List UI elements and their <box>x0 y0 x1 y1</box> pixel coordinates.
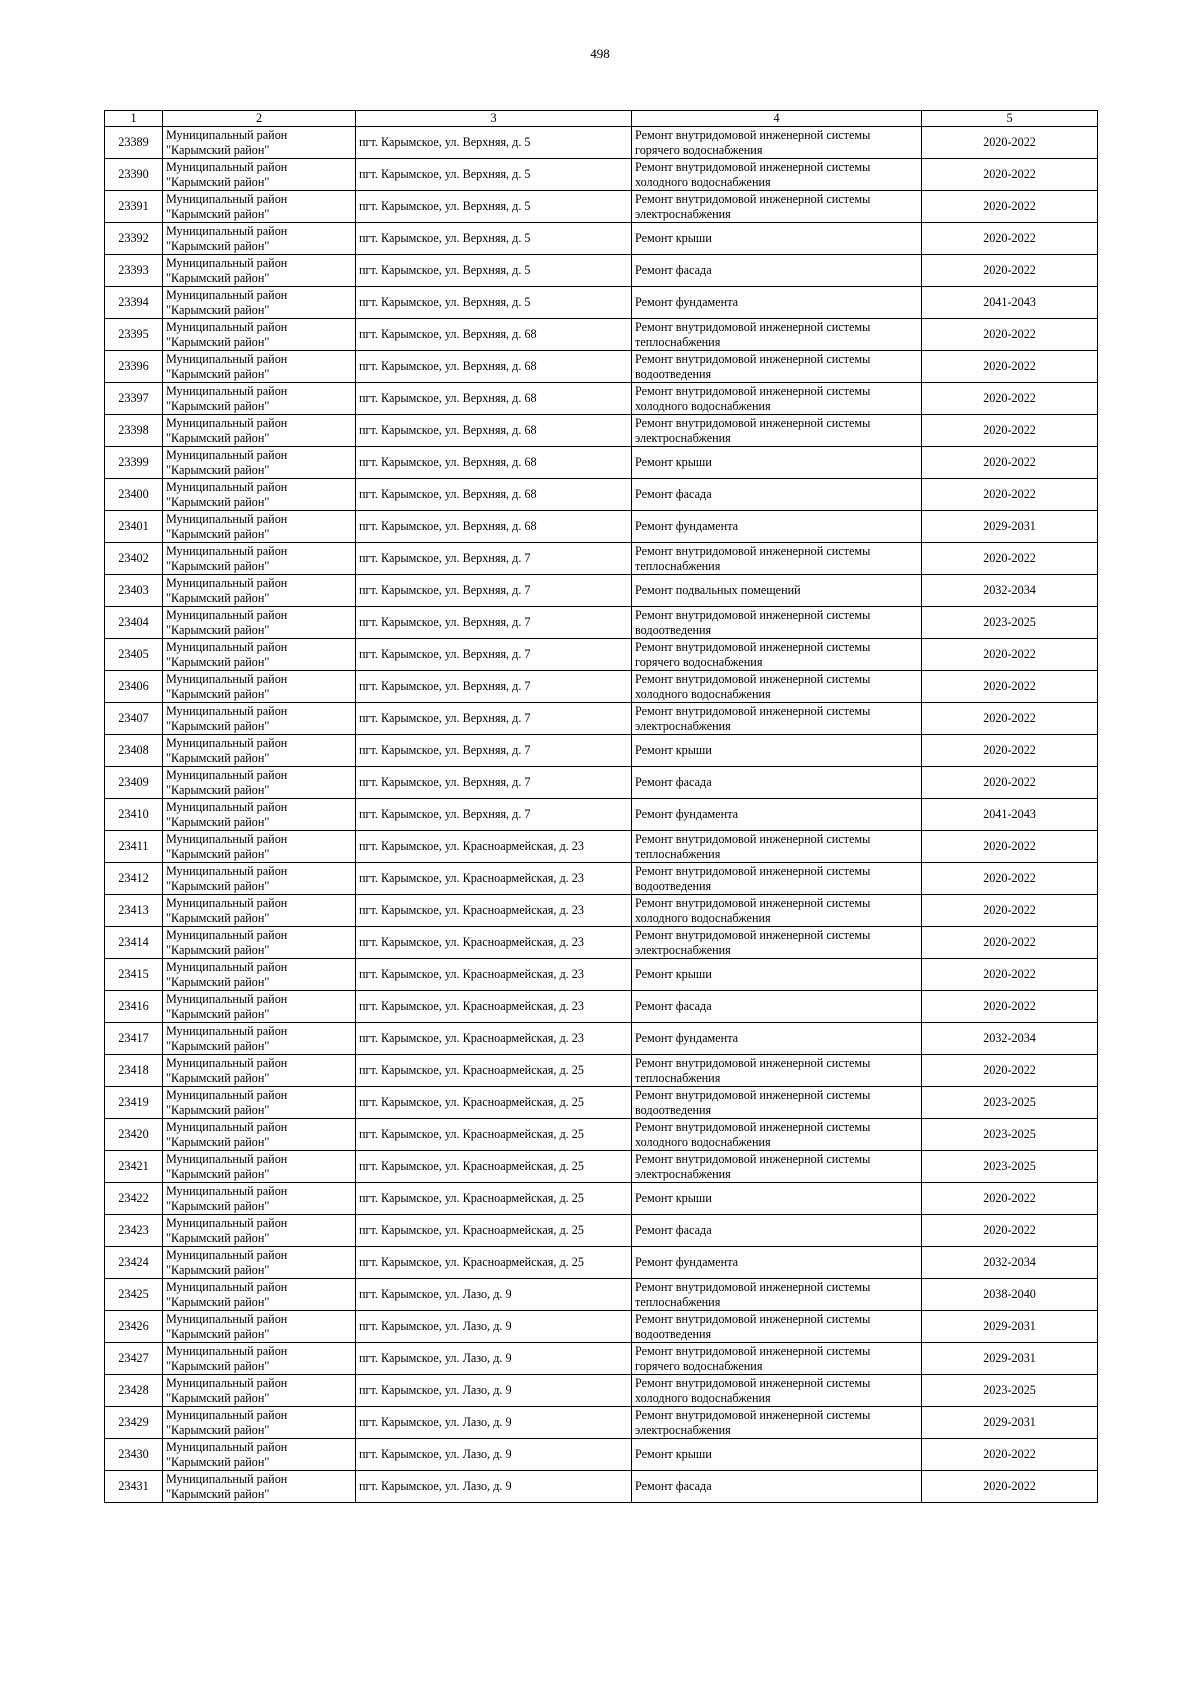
address-cell: пгт. Карымское, ул. Красноармейская, д. 25 <box>356 1151 632 1183</box>
municipality-cell: Муниципальный район "Карымский район" <box>163 1375 356 1407</box>
work-type-cell: Ремонт фасада <box>632 1215 922 1247</box>
row-number-cell: 23404 <box>105 607 163 639</box>
work-type-cell: Ремонт внутридомовой инженерной системы горячего водоснабжения <box>632 639 922 671</box>
period-cell: 2020-2022 <box>922 415 1098 447</box>
municipality-cell: Муниципальный район "Карымский район" <box>163 639 356 671</box>
address-cell: пгт. Карымское, ул. Красноармейская, д. 25 <box>356 1087 632 1119</box>
repair-schedule-table <box>104 110 1098 1503</box>
table-row <box>105 127 1098 159</box>
row-number-cell: 23411 <box>105 831 163 863</box>
table-row <box>105 1183 1098 1215</box>
work-type-cell: Ремонт крыши <box>632 1183 922 1215</box>
municipality-cell: Муниципальный район "Карымский район" <box>163 1087 356 1119</box>
table-row <box>105 1151 1098 1183</box>
period-cell: 2023-2025 <box>922 1087 1098 1119</box>
work-type-cell: Ремонт крыши <box>632 447 922 479</box>
municipality-cell: Муниципальный район "Карымский район" <box>163 255 356 287</box>
table-row <box>105 447 1098 479</box>
row-number-cell: 23412 <box>105 863 163 895</box>
work-type-cell: Ремонт крыши <box>632 735 922 767</box>
address-cell: пгт. Карымское, ул. Верхняя, д. 68 <box>356 479 632 511</box>
row-number-cell: 23423 <box>105 1215 163 1247</box>
address-cell: пгт. Карымское, ул. Верхняя, д. 68 <box>356 447 632 479</box>
table-row <box>105 1407 1098 1439</box>
period-cell: 2029-2031 <box>922 1311 1098 1343</box>
address-cell: пгт. Карымское, ул. Лазо, д. 9 <box>356 1311 632 1343</box>
work-type-cell: Ремонт фундамента <box>632 511 922 543</box>
municipality-cell: Муниципальный район "Карымский район" <box>163 127 356 159</box>
work-type-cell: Ремонт фасада <box>632 255 922 287</box>
address-cell: пгт. Карымское, ул. Верхняя, д. 7 <box>356 799 632 831</box>
period-cell: 2020-2022 <box>922 223 1098 255</box>
table-row <box>105 991 1098 1023</box>
table-row <box>105 159 1098 191</box>
work-type-cell: Ремонт фундамента <box>632 799 922 831</box>
table-row <box>105 1055 1098 1087</box>
table-row <box>105 1087 1098 1119</box>
period-cell: 2029-2031 <box>922 1407 1098 1439</box>
address-cell: пгт. Карымское, ул. Верхняя, д. 5 <box>356 287 632 319</box>
row-number-cell: 23419 <box>105 1087 163 1119</box>
row-number-cell: 23409 <box>105 767 163 799</box>
column-header-1: 1 <box>105 111 163 127</box>
municipality-cell: Муниципальный район "Карымский район" <box>163 991 356 1023</box>
table-row <box>105 607 1098 639</box>
municipality-cell: Муниципальный район "Карымский район" <box>163 1343 356 1375</box>
table-row <box>105 831 1098 863</box>
table-row <box>105 319 1098 351</box>
municipality-cell: Муниципальный район "Карымский район" <box>163 511 356 543</box>
address-cell: пгт. Карымское, ул. Верхняя, д. 7 <box>356 767 632 799</box>
page-number: 498 <box>590 46 610 61</box>
period-cell: 2020-2022 <box>922 1183 1098 1215</box>
table-row <box>105 255 1098 287</box>
period-cell: 2041-2043 <box>922 287 1098 319</box>
address-cell: пгт. Карымское, ул. Лазо, д. 9 <box>356 1375 632 1407</box>
period-cell: 2020-2022 <box>922 479 1098 511</box>
table-row <box>105 1215 1098 1247</box>
row-number-cell: 23405 <box>105 639 163 671</box>
work-type-cell: Ремонт фасада <box>632 767 922 799</box>
table-row <box>105 575 1098 607</box>
table-body <box>105 127 1098 1503</box>
row-number-cell: 23421 <box>105 1151 163 1183</box>
period-cell: 2020-2022 <box>922 1215 1098 1247</box>
municipality-cell: Муниципальный район "Карымский район" <box>163 1023 356 1055</box>
period-cell: 2023-2025 <box>922 1119 1098 1151</box>
municipality-cell: Муниципальный район "Карымский район" <box>163 1151 356 1183</box>
municipality-cell: Муниципальный район "Карымский район" <box>163 415 356 447</box>
row-number-cell: 23389 <box>105 127 163 159</box>
table-row <box>105 1375 1098 1407</box>
municipality-cell: Муниципальный район "Карымский район" <box>163 1279 356 1311</box>
table-row <box>105 863 1098 895</box>
work-type-cell: Ремонт внутридомовой инженерной системы водоотведения <box>632 607 922 639</box>
work-type-cell: Ремонт фасада <box>632 479 922 511</box>
municipality-cell: Муниципальный район "Карымский район" <box>163 1247 356 1279</box>
row-number-cell: 23427 <box>105 1343 163 1375</box>
municipality-cell: Муниципальный район "Карымский район" <box>163 863 356 895</box>
row-number-cell: 23393 <box>105 255 163 287</box>
period-cell: 2020-2022 <box>922 831 1098 863</box>
municipality-cell: Муниципальный район "Карымский район" <box>163 767 356 799</box>
header-row <box>105 111 1098 127</box>
address-cell: пгт. Карымское, ул. Красноармейская, д. 25 <box>356 1183 632 1215</box>
row-number-cell: 23390 <box>105 159 163 191</box>
table-header <box>105 111 1098 127</box>
work-type-cell: Ремонт внутридомовой инженерной системы холодного водоснабжения <box>632 383 922 415</box>
period-cell: 2020-2022 <box>922 959 1098 991</box>
table-row <box>105 703 1098 735</box>
row-number-cell: 23426 <box>105 1311 163 1343</box>
municipality-cell: Муниципальный район "Карымский район" <box>163 575 356 607</box>
address-cell: пгт. Карымское, ул. Верхняя, д. 5 <box>356 159 632 191</box>
municipality-cell: Муниципальный район "Карымский район" <box>163 447 356 479</box>
work-type-cell: Ремонт внутридомовой инженерной системы водоотведения <box>632 863 922 895</box>
municipality-cell: Муниципальный район "Карымский район" <box>163 383 356 415</box>
address-cell: пгт. Карымское, ул. Лазо, д. 9 <box>356 1439 632 1471</box>
period-cell: 2038-2040 <box>922 1279 1098 1311</box>
row-number-cell: 23406 <box>105 671 163 703</box>
table-row <box>105 767 1098 799</box>
row-number-cell: 23417 <box>105 1023 163 1055</box>
work-type-cell: Ремонт фасада <box>632 991 922 1023</box>
municipality-cell: Муниципальный район "Карымский район" <box>163 607 356 639</box>
work-type-cell: Ремонт фасада <box>632 1471 922 1503</box>
municipality-cell: Муниципальный район "Карымский район" <box>163 959 356 991</box>
period-cell: 2020-2022 <box>922 735 1098 767</box>
address-cell: пгт. Карымское, ул. Красноармейская, д. 25 <box>356 1055 632 1087</box>
municipality-cell: Муниципальный район "Карымский район" <box>163 831 356 863</box>
row-number-cell: 23431 <box>105 1471 163 1503</box>
row-number-cell: 23413 <box>105 895 163 927</box>
address-cell: пгт. Карымское, ул. Красноармейская, д. 23 <box>356 959 632 991</box>
address-cell: пгт. Карымское, ул. Верхняя, д. 68 <box>356 351 632 383</box>
period-cell: 2020-2022 <box>922 543 1098 575</box>
row-number-cell: 23395 <box>105 319 163 351</box>
table-row <box>105 1311 1098 1343</box>
row-number-cell: 23391 <box>105 191 163 223</box>
work-type-cell: Ремонт внутридомовой инженерной системы водоотведения <box>632 1311 922 1343</box>
municipality-cell: Муниципальный район "Карымский район" <box>163 159 356 191</box>
row-number-cell: 23403 <box>105 575 163 607</box>
municipality-cell: Муниципальный район "Карымский район" <box>163 1311 356 1343</box>
work-type-cell: Ремонт фундамента <box>632 287 922 319</box>
address-cell: пгт. Карымское, ул. Верхняя, д. 68 <box>356 511 632 543</box>
row-number-cell: 23424 <box>105 1247 163 1279</box>
work-type-cell: Ремонт внутридомовой инженерной системы теплоснабжения <box>632 1279 922 1311</box>
address-cell: пгт. Карымское, ул. Красноармейская, д. 25 <box>356 1119 632 1151</box>
address-cell: пгт. Карымское, ул. Верхняя, д. 68 <box>356 319 632 351</box>
row-number-cell: 23416 <box>105 991 163 1023</box>
period-cell: 2023-2025 <box>922 1375 1098 1407</box>
address-cell: пгт. Карымское, ул. Красноармейская, д. 23 <box>356 831 632 863</box>
period-cell: 2029-2031 <box>922 511 1098 543</box>
period-cell: 2020-2022 <box>922 255 1098 287</box>
period-cell: 2020-2022 <box>922 639 1098 671</box>
municipality-cell: Муниципальный район "Карымский район" <box>163 1183 356 1215</box>
work-type-cell: Ремонт внутридомовой инженерной системы холодного водоснабжения <box>632 895 922 927</box>
address-cell: пгт. Карымское, ул. Красноармейская, д. 25 <box>356 1215 632 1247</box>
address-cell: пгт. Карымское, ул. Красноармейская, д. 23 <box>356 1023 632 1055</box>
period-cell: 2020-2022 <box>922 703 1098 735</box>
work-type-cell: Ремонт внутридомовой инженерной системы горячего водоснабжения <box>632 1343 922 1375</box>
municipality-cell: Муниципальный район "Карымский район" <box>163 479 356 511</box>
work-type-cell: Ремонт крыши <box>632 223 922 255</box>
municipality-cell: Муниципальный район "Карымский район" <box>163 703 356 735</box>
municipality-cell: Муниципальный район "Карымский район" <box>163 1407 356 1439</box>
address-cell: пгт. Карымское, ул. Красноармейская, д. 25 <box>356 1247 632 1279</box>
table-row <box>105 191 1098 223</box>
work-type-cell: Ремонт внутридомовой инженерной системы теплоснабжения <box>632 831 922 863</box>
municipality-cell: Муниципальный район "Карымский район" <box>163 223 356 255</box>
row-number-cell: 23414 <box>105 927 163 959</box>
work-type-cell: Ремонт внутридомовой инженерной системы холодного водоснабжения <box>632 1375 922 1407</box>
work-type-cell: Ремонт внутридомовой инженерной системы электроснабжения <box>632 191 922 223</box>
address-cell: пгт. Карымское, ул. Верхняя, д. 7 <box>356 639 632 671</box>
table-row <box>105 1343 1098 1375</box>
municipality-cell: Муниципальный район "Карымский район" <box>163 287 356 319</box>
work-type-cell: Ремонт внутридомовой инженерной системы горячего водоснабжения <box>632 127 922 159</box>
period-cell: 2029-2031 <box>922 1343 1098 1375</box>
address-cell: пгт. Карымское, ул. Красноармейская, д. 23 <box>356 927 632 959</box>
row-number-cell: 23399 <box>105 447 163 479</box>
work-type-cell: Ремонт внутридомовой инженерной системы водоотведения <box>632 351 922 383</box>
table-row <box>105 415 1098 447</box>
period-cell: 2020-2022 <box>922 191 1098 223</box>
municipality-cell: Муниципальный район "Карымский район" <box>163 735 356 767</box>
table-row <box>105 895 1098 927</box>
period-cell: 2020-2022 <box>922 863 1098 895</box>
row-number-cell: 23401 <box>105 511 163 543</box>
period-cell: 2032-2034 <box>922 1023 1098 1055</box>
row-number-cell: 23397 <box>105 383 163 415</box>
work-type-cell: Ремонт внутридомовой инженерной системы холодного водоснабжения <box>632 1119 922 1151</box>
address-cell: пгт. Карымское, ул. Верхняя, д. 7 <box>356 543 632 575</box>
table-row <box>105 1023 1098 1055</box>
column-header-5: 5 <box>922 111 1098 127</box>
table-row <box>105 1279 1098 1311</box>
municipality-cell: Муниципальный район "Карымский район" <box>163 319 356 351</box>
work-type-cell: Ремонт внутридомовой инженерной системы электроснабжения <box>632 415 922 447</box>
table-row <box>105 639 1098 671</box>
table-row <box>105 543 1098 575</box>
address-cell: пгт. Карымское, ул. Верхняя, д. 7 <box>356 607 632 639</box>
work-type-cell: Ремонт внутридомовой инженерной системы теплоснабжения <box>632 543 922 575</box>
period-cell: 2023-2025 <box>922 1151 1098 1183</box>
work-type-cell: Ремонт внутридомовой инженерной системы электроснабжения <box>632 703 922 735</box>
period-cell: 2041-2043 <box>922 799 1098 831</box>
period-cell: 2020-2022 <box>922 1471 1098 1503</box>
work-type-cell: Ремонт фундамента <box>632 1023 922 1055</box>
row-number-cell: 23415 <box>105 959 163 991</box>
municipality-cell: Муниципальный район "Карымский район" <box>163 191 356 223</box>
table-row <box>105 1119 1098 1151</box>
row-number-cell: 23428 <box>105 1375 163 1407</box>
row-number-cell: 23420 <box>105 1119 163 1151</box>
work-type-cell: Ремонт внутридомовой инженерной системы электроснабжения <box>632 1407 922 1439</box>
table-row <box>105 479 1098 511</box>
address-cell: пгт. Карымское, ул. Красноармейская, д. 23 <box>356 991 632 1023</box>
address-cell: пгт. Карымское, ул. Красноармейская, д. 23 <box>356 895 632 927</box>
address-cell: пгт. Карымское, ул. Верхняя, д. 5 <box>356 191 632 223</box>
row-number-cell: 23407 <box>105 703 163 735</box>
address-cell: пгт. Карымское, ул. Верхняя, д. 68 <box>356 383 632 415</box>
address-cell: пгт. Карымское, ул. Лазо, д. 9 <box>356 1343 632 1375</box>
address-cell: пгт. Карымское, ул. Верхняя, д. 5 <box>356 127 632 159</box>
work-type-cell: Ремонт внутридомовой инженерной системы холодного водоснабжения <box>632 671 922 703</box>
address-cell: пгт. Карымское, ул. Верхняя, д. 7 <box>356 735 632 767</box>
row-number-cell: 23410 <box>105 799 163 831</box>
address-cell: пгт. Карымское, ул. Верхняя, д. 5 <box>356 255 632 287</box>
row-number-cell: 23400 <box>105 479 163 511</box>
period-cell: 2020-2022 <box>922 895 1098 927</box>
period-cell: 2020-2022 <box>922 1439 1098 1471</box>
row-number-cell: 23394 <box>105 287 163 319</box>
period-cell: 2032-2034 <box>922 1247 1098 1279</box>
work-type-cell: Ремонт фундамента <box>632 1247 922 1279</box>
municipality-cell: Муниципальный район "Карымский район" <box>163 927 356 959</box>
work-type-cell: Ремонт внутридомовой инженерной системы холодного водоснабжения <box>632 159 922 191</box>
row-number-cell: 23429 <box>105 1407 163 1439</box>
table-row <box>105 735 1098 767</box>
period-cell: 2020-2022 <box>922 447 1098 479</box>
period-cell: 2023-2025 <box>922 607 1098 639</box>
table-row <box>105 671 1098 703</box>
table-row <box>105 223 1098 255</box>
table-row <box>105 799 1098 831</box>
municipality-cell: Муниципальный район "Карымский район" <box>163 351 356 383</box>
period-cell: 2020-2022 <box>922 767 1098 799</box>
work-type-cell: Ремонт крыши <box>632 1439 922 1471</box>
row-number-cell: 23425 <box>105 1279 163 1311</box>
period-cell: 2020-2022 <box>922 351 1098 383</box>
table-row <box>105 1247 1098 1279</box>
column-header-2: 2 <box>163 111 356 127</box>
table-row <box>105 927 1098 959</box>
period-cell: 2020-2022 <box>922 383 1098 415</box>
row-number-cell: 23422 <box>105 1183 163 1215</box>
period-cell: 2020-2022 <box>922 319 1098 351</box>
table-row <box>105 511 1098 543</box>
table-row <box>105 383 1098 415</box>
municipality-cell: Муниципальный район "Карымский район" <box>163 543 356 575</box>
table-row <box>105 287 1098 319</box>
municipality-cell: Муниципальный район "Карымский район" <box>163 1215 356 1247</box>
address-cell: пгт. Карымское, ул. Лазо, д. 9 <box>356 1471 632 1503</box>
row-number-cell: 23418 <box>105 1055 163 1087</box>
table-row <box>105 1471 1098 1503</box>
period-cell: 2020-2022 <box>922 159 1098 191</box>
row-number-cell: 23402 <box>105 543 163 575</box>
table-row <box>105 959 1098 991</box>
work-type-cell: Ремонт внутридомовой инженерной системы теплоснабжения <box>632 1055 922 1087</box>
period-cell: 2020-2022 <box>922 991 1098 1023</box>
address-cell: пгт. Карымское, ул. Лазо, д. 9 <box>356 1407 632 1439</box>
municipality-cell: Муниципальный район "Карымский район" <box>163 895 356 927</box>
municipality-cell: Муниципальный район "Карымский район" <box>163 1119 356 1151</box>
work-type-cell: Ремонт внутридомовой инженерной системы электроснабжения <box>632 927 922 959</box>
address-cell: пгт. Карымское, ул. Верхняя, д. 68 <box>356 415 632 447</box>
period-cell: 2020-2022 <box>922 927 1098 959</box>
address-cell: пгт. Карымское, ул. Верхняя, д. 5 <box>356 223 632 255</box>
municipality-cell: Муниципальный район "Карымский район" <box>163 671 356 703</box>
row-number-cell: 23392 <box>105 223 163 255</box>
address-cell: пгт. Карымское, ул. Красноармейская, д. 23 <box>356 863 632 895</box>
work-type-cell: Ремонт крыши <box>632 959 922 991</box>
work-type-cell: Ремонт внутридомовой инженерной системы электроснабжения <box>632 1151 922 1183</box>
row-number-cell: 23396 <box>105 351 163 383</box>
municipality-cell: Муниципальный район "Карымский район" <box>163 799 356 831</box>
address-cell: пгт. Карымское, ул. Верхняя, д. 7 <box>356 575 632 607</box>
period-cell: 2032-2034 <box>922 575 1098 607</box>
municipality-cell: Муниципальный район "Карымский район" <box>163 1471 356 1503</box>
column-header-4: 4 <box>632 111 922 127</box>
work-type-cell: Ремонт подвальных помещений <box>632 575 922 607</box>
municipality-cell: Муниципальный район "Карымский район" <box>163 1055 356 1087</box>
period-cell: 2020-2022 <box>922 127 1098 159</box>
address-cell: пгт. Карымское, ул. Верхняя, д. 7 <box>356 703 632 735</box>
municipality-cell: Муниципальный район "Карымский район" <box>163 1439 356 1471</box>
row-number-cell: 23430 <box>105 1439 163 1471</box>
table-row <box>105 1439 1098 1471</box>
table-row <box>105 351 1098 383</box>
period-cell: 2020-2022 <box>922 1055 1098 1087</box>
work-type-cell: Ремонт внутридомовой инженерной системы теплоснабжения <box>632 319 922 351</box>
column-header-3: 3 <box>356 111 632 127</box>
work-type-cell: Ремонт внутридомовой инженерной системы водоотведения <box>632 1087 922 1119</box>
row-number-cell: 23408 <box>105 735 163 767</box>
period-cell: 2020-2022 <box>922 671 1098 703</box>
address-cell: пгт. Карымское, ул. Лазо, д. 9 <box>356 1279 632 1311</box>
row-number-cell: 23398 <box>105 415 163 447</box>
address-cell: пгт. Карымское, ул. Верхняя, д. 7 <box>356 671 632 703</box>
